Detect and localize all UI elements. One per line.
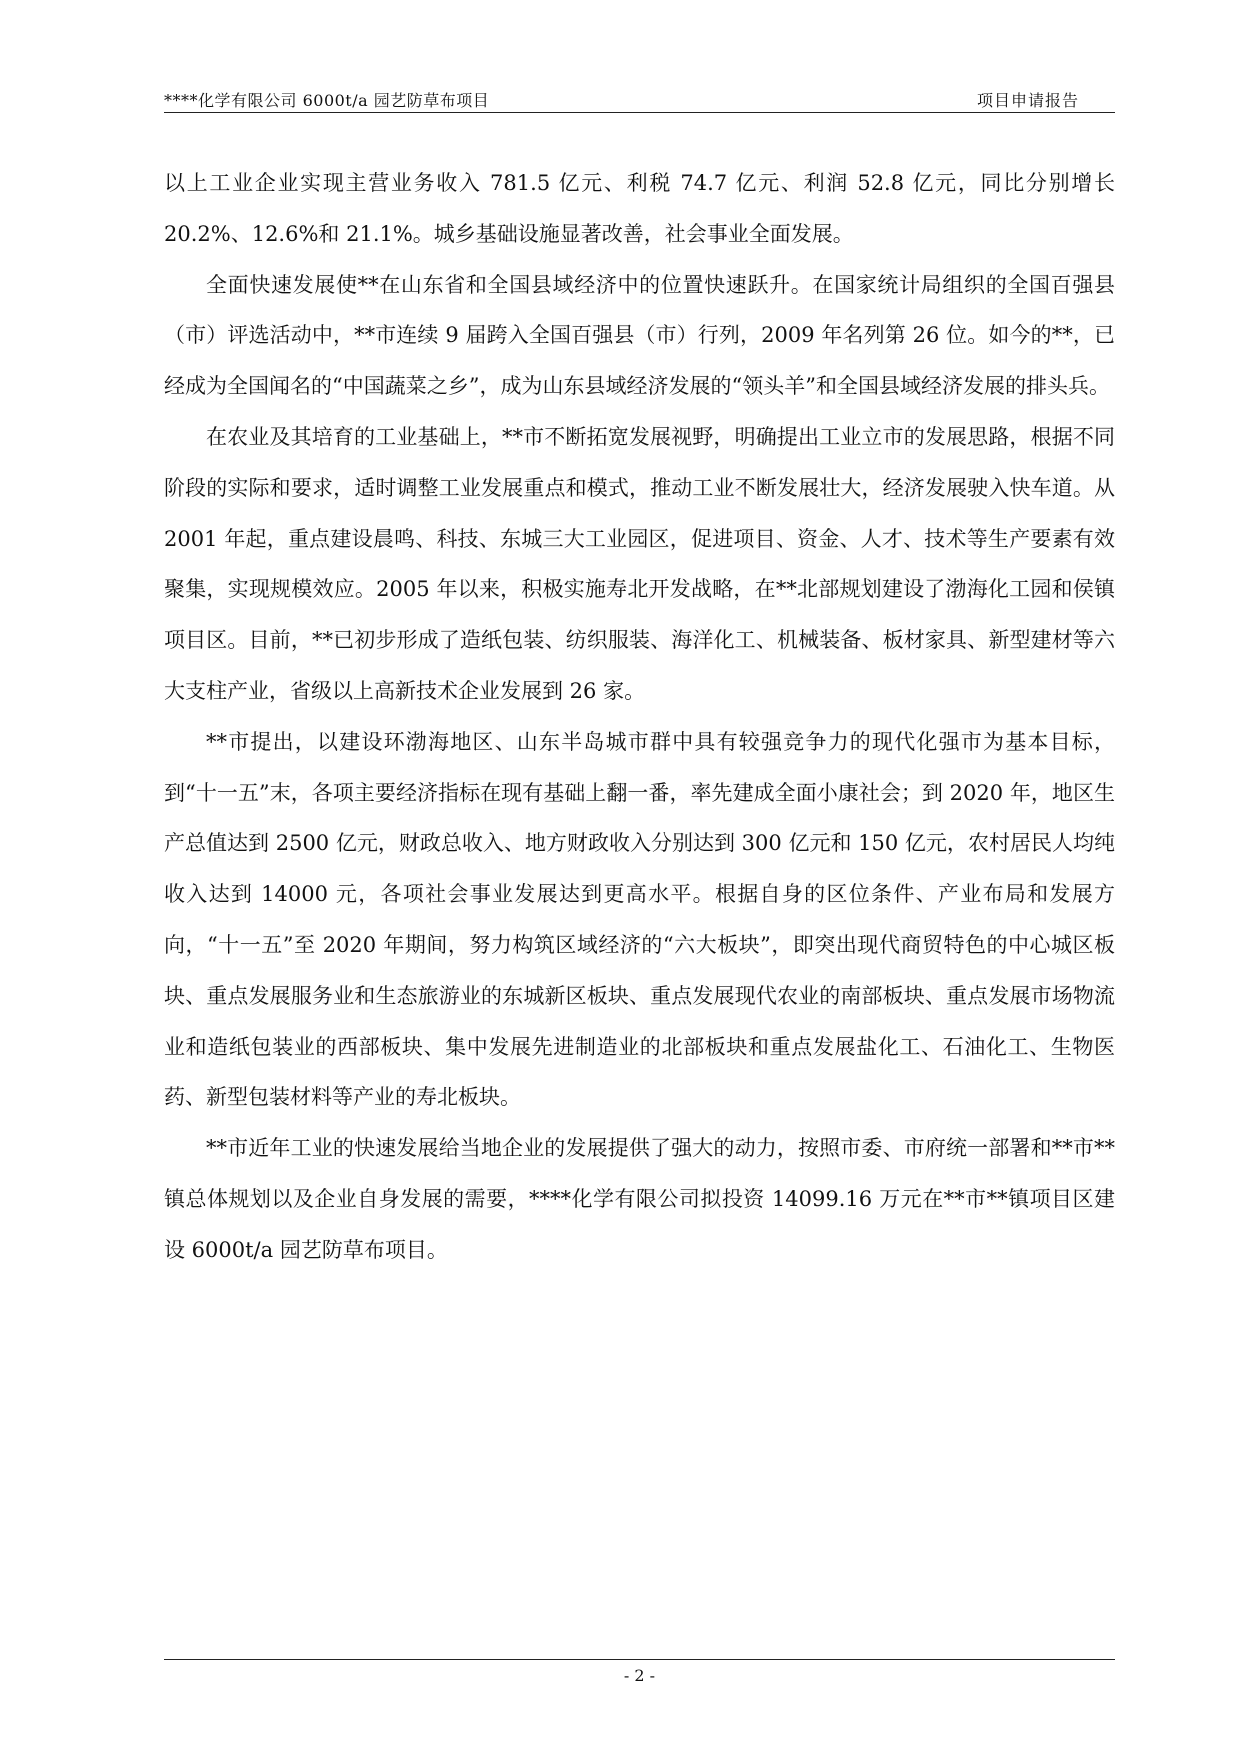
paragraph-county-ranking: 全面快速发展使**在山东省和全国县域经济中的位置快速跃升。在国家统计局组织的全国百强县（市）评选活动中，**市连续 9 届跨入全国百强县（市）行列，2009 年名列第 26 位。如今的**，已经成为全国闻名的“中国蔬菜之乡”，成为山东县域经济发展的“领头羊”和全国县域经济发展的排头兵。 bbox=[164, 272, 1115, 399]
header-report-type: 项目申请报告 bbox=[976, 91, 1079, 110]
paragraph-project-investment: **市近年工业的快速发展给当地企业的发展提供了强大的动力，按照市委、市府统一部署和**市**镇总体规划以及企业自身发展的需要，****化学有限公司拟投资 14099.16 万元在**市**镇项目区建设 6000t/a 园艺防草布项目。 bbox=[164, 1136, 1115, 1262]
paragraph-industrial-development: 在农业及其培育的工业基础上，**市不断拓宽发展视野，明确提出工业立市的发展思路，根据不同阶段的实际和要求，适时调整工业发展重点和模式，推动工业不断发展壮大，经济发展驶入快车道。从 2001 年起，重点建设晨鸣、科技、东城三大工业园区，促进项目、资金、人才、技术等生产要素有效聚集，实现规模效应。2005 年以来，积极实施寿北开发战略，在**北部规划建设了渤海化工园和侯镇项目区。目前，**已初步形成了造纸包装、纺织服装、海洋化工、机械装备、板材家具、新型建材等六大支柱产业，省级以上高新技术企业发展到 26 家。 bbox=[164, 424, 1122, 703]
paragraph-continued: 以上工业企业实现主营业务收入 781.5 亿元、利税 74.7 亿元、利润 52.8 亿元，同比分别增长 20.2%、12.6%和 21.1%。城乡基础设施显著改善，社会事业全面发展。 bbox=[164, 171, 1122, 246]
footer-divider bbox=[164, 1659, 1115, 1660]
page-number: - 2 - bbox=[623, 1666, 656, 1685]
header-project-title: ****化学有限公司 6000t/a 园艺防草布项目 bbox=[164, 91, 490, 110]
paragraph-development-goals: **市提出，以建设环渤海地区、山东半岛城市群中具有较强竞争力的现代化强市为基本目标，到“十一五”末，各项主要经济指标在现有基础上翻一番，率先建成全面小康社会；到 2020 年，地区生产总值达到 2500 亿元，财政总收入、地方财政收入分别达到 300 亿元和 150 亿元，农村居民人均纯收入达到 14000 元，各项社会事业发展达到更高水平。根据自身的区位条件、产业布局和发展方向，“十一五”至 2020 年期间，努力构筑区域经济的“六大板块”，即突出现代商贸特色的中心城区板块、重点发展服务业和生态旅游业的东城新区板块、重点发展现代农业的南部板块、重点发展市场物流业和造纸包装业的西部板块、集中发展先进制造业的北部板块和重点发展盐化工、石油化工、生物医药、新型包装材料等产业的寿北板块。 bbox=[164, 729, 1115, 1110]
report-body bbox=[164, 158, 1122, 1276]
page-header bbox=[164, 84, 1115, 113]
